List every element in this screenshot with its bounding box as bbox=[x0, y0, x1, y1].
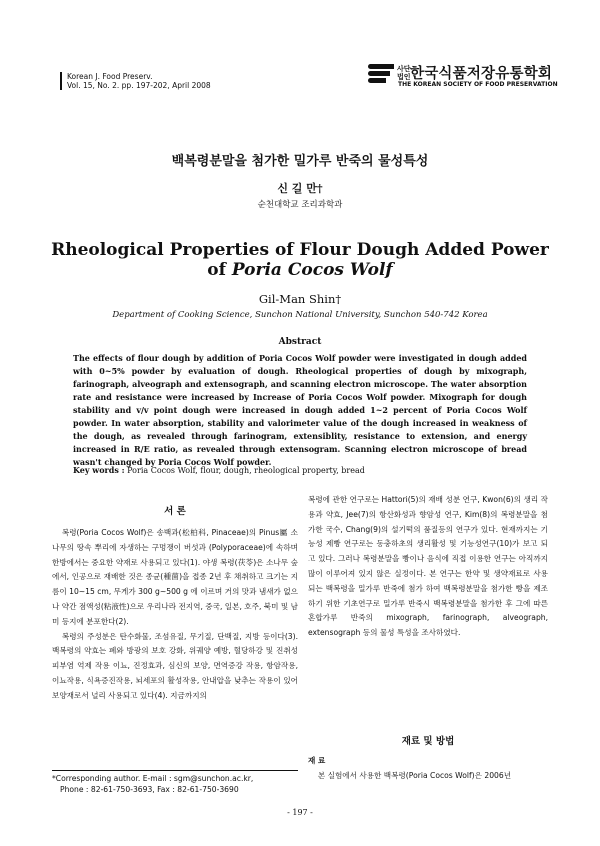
right-column bbox=[308, 493, 548, 641]
title-en-prefix: of bbox=[207, 260, 232, 280]
society-name-en: THE KOREAN SOCIETY OF FOOD PRESERVATION bbox=[398, 81, 558, 88]
keywords bbox=[73, 465, 527, 475]
author-kr: 신 길 만† bbox=[277, 182, 323, 195]
abstract-body: The effects of flour dough by addition of Poria Cocos Wolf powder were investigated in dough added with 0~5% powder by evaluation of dough. Rheological properties of dough by mixograph, farinograph, alveograph and extensograph, and scanning electron microscope. The water absorption rate and resistance were increased by Increase of Poria Cocos Wolf powder. Mixograph for dough stability and v/v point dough were increased in dough added 1~2 percent of Poria Cocos Wolf powder. In water absorption, stability and valorimeter value of the dough increased in weakness of the dough, as revealed through farinogram, extensiblity, resistance to extension, and energy increased in R/E ratio, as revealed through extensogram. Scanning electron microscope of bread wasn't changed by Poria Cocos Wolf powder. bbox=[73, 353, 527, 467]
journal-header bbox=[60, 72, 211, 90]
keywords-label: Key words : bbox=[73, 465, 125, 475]
author-en: Gil-Man Shin† bbox=[258, 292, 342, 306]
title-en bbox=[0, 240, 600, 280]
intro-paragraph-3: 복령에 관한 연구로는 Hattori(5)의 재배 성분 연구, Kwon(6)의 생리 작용과 약효, Jee(7)의 항산화성과 향암성 연구, Kim(8)의 복령분말을 첨가한 국수, Chang(9)의 설기떡의 품질등의 연구가 있다. 현재까지는 기능성 제빵 연구로는 동충하초의 생리활성 및 기능성연구(10)가 보고 되고 있다. 그러나 복령분말을 빵이나 음식에 직접 이용한 연구는 아직까지 많이 이루어져 있지 않은 실정이다. 본 연구는 한약 및 생약재료로 사용 되는 백복령을 밀가루 반죽에 첨가 하여 백복령분말을 첨가한 빵을 제조하기 위한 기초연구로 밀가루 반죽시 백복령분말을 첨가한 후 그에 따른 혼합가루 반죽의 mixograph, farinograph, alveograph, extensograph 등의 물성 특성을 조사하였다. bbox=[308, 495, 548, 638]
intro-paragraph-1: 복령(Poria Cocos Wolf)은 송백과(松柏科, Pinaceae)의 Pinus屬 소나무의 땅속 뿌리에 자생하는 구멍쟁이 버섯과 (Polyporaceae)에 속하며 한방에서는 중요한 약재로 사용되고 있다(1). 야생 복령(茯苓)은 소나무 숲에서, 인공으로 재배한 것은 종균(種菌)을 접종 2년 후 채취하고 크기는 지름이 10~15 cm, 무게가 300 g~500 g 에 이르며 거의 맛과 냄새가 없으나 약간 점액성(粘液性)으로 우리나라 전지역, 중국, 일본, 호주, 북미 및 남미 등지에 분포한다(2). bbox=[52, 528, 298, 626]
intro-paragraph-2: 복령의 주성분은 탄수화물, 조섬유질, 무기질, 단백질, 지방 등이다(3). 백복령의 약효는 폐와 방광의 보호 강화, 위궤양 예방, 혈당하강 및 진취성 피부염 억제 작용 이뇨, 진정효과, 심신의 보양, 면역증강 작용, 항암작용, 이뇨작용, 식욕증진작용, 뇌세포의 활성작용, 안내압을 낮추는 작용이 있어 보양재로서 널리 사용되고 있다(4). 지금까지의 bbox=[52, 631, 298, 700]
society-name-kr: 한국식품저장유통학회 bbox=[410, 66, 553, 82]
society-small-tag: 사단 법인 bbox=[397, 65, 411, 81]
footnote bbox=[52, 773, 308, 795]
title-en-line1: Rheological Properties of Flour Dough Added Power bbox=[51, 240, 549, 260]
title-en-line2 bbox=[0, 260, 600, 280]
materials-subheading: 재 료 bbox=[308, 756, 326, 765]
footnote-divider bbox=[52, 770, 298, 771]
journal-issue: Vol. 15, No. 2. pp. 197-202, April 2008 bbox=[67, 81, 211, 90]
left-column bbox=[52, 526, 298, 704]
affiliation-kr: 순천대학교 조리과학과 bbox=[257, 200, 343, 210]
methods-heading: 재료 및 방법 bbox=[401, 736, 455, 747]
page-number: - 197 - bbox=[287, 808, 313, 817]
methods-paragraph-1 bbox=[308, 769, 548, 784]
footnote-email: *Corresponding author. E-mail : sgm@sunchon.ac.kr, bbox=[52, 774, 254, 783]
journal-name: Korean J. Food Preserv. bbox=[67, 72, 153, 81]
footnote-phone: Phone : 82-61-750-3693, Fax : 82-61-750-3690 bbox=[60, 785, 239, 794]
affiliation-en: Department of Cooking Science, Sunchon National University, Sunchon 540-742 Korea bbox=[112, 310, 488, 320]
keywords-text: Poria Cocos Wolf, flour, dough, rheological property, bread bbox=[124, 466, 365, 475]
title-en-species: Poria Cocos Wolf bbox=[231, 260, 393, 280]
society-logo bbox=[368, 62, 558, 92]
methods-text: 본 실험에서 사용한 백복령(Poria Cocos Wolf)은 2006년 bbox=[317, 771, 512, 780]
abstract-heading: Abstract bbox=[278, 337, 322, 347]
title-kr: 백복령분말을 첨가한 밀가루 반죽의 물성특성 bbox=[171, 154, 429, 169]
intro-heading: 서 론 bbox=[164, 506, 186, 517]
society-logo-icon bbox=[368, 64, 394, 88]
